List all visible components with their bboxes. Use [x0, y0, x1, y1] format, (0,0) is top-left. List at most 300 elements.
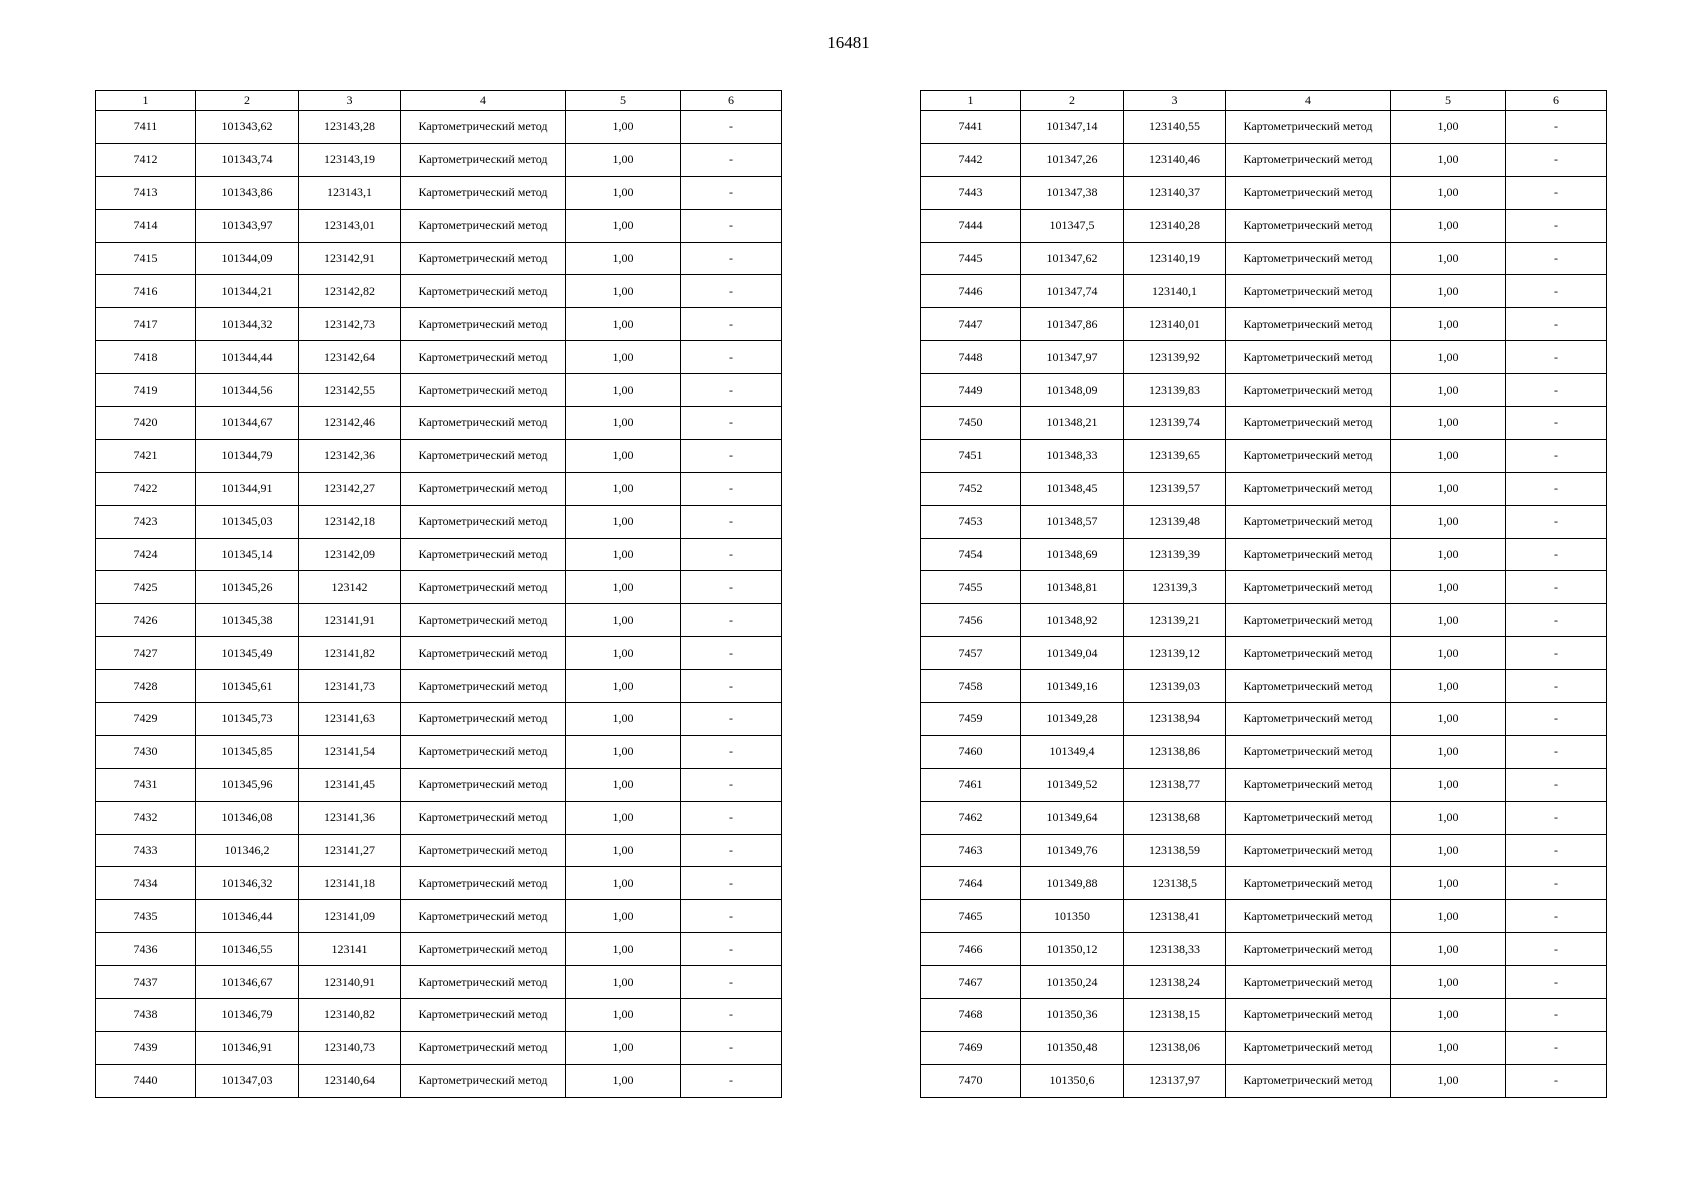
table-row [921, 275, 1607, 308]
table-cell: 101350,24 [1021, 966, 1124, 999]
table-cell: 1,00 [1391, 374, 1506, 407]
table-row [921, 867, 1607, 900]
table-cell: 1,00 [1391, 834, 1506, 867]
table-cell: 101348,21 [1021, 407, 1124, 440]
table-cell: 101347,97 [1021, 341, 1124, 374]
table-cell: 101346,67 [196, 966, 299, 999]
table-cell: 7436 [96, 933, 196, 966]
table-cell: 101344,44 [196, 341, 299, 374]
table-cell: 7453 [921, 505, 1021, 538]
table-cell: Картометрический метод [1226, 900, 1391, 933]
table-row [96, 867, 782, 900]
table-cell: 123143,28 [299, 111, 401, 144]
table-cell: 101350 [1021, 900, 1124, 933]
table-cell: - [681, 505, 782, 538]
table-cell: - [1506, 637, 1607, 670]
table-cell: - [1506, 472, 1607, 505]
table-cell: 7443 [921, 176, 1021, 209]
table-cell: 1,00 [566, 966, 681, 999]
table-cell: Картометрический метод [1226, 439, 1391, 472]
table-cell: 123142,36 [299, 439, 401, 472]
table-cell: - [681, 439, 782, 472]
table-cell: - [681, 966, 782, 999]
table-cell: 101348,81 [1021, 571, 1124, 604]
table-cell: 123140,91 [299, 966, 401, 999]
table-cell: 7448 [921, 341, 1021, 374]
table-cell: - [1506, 176, 1607, 209]
table-cell: 7428 [96, 670, 196, 703]
table-cell: 101347,5 [1021, 209, 1124, 242]
table-cell: - [681, 407, 782, 440]
table-cell: 101345,96 [196, 768, 299, 801]
table-cell: 123141,45 [299, 768, 401, 801]
table-cell: 7424 [96, 538, 196, 571]
table-cell: 1,00 [1391, 999, 1506, 1032]
table-cell: 7445 [921, 242, 1021, 275]
table-cell: 7470 [921, 1064, 1021, 1097]
table-cell: 101347,74 [1021, 275, 1124, 308]
table-cell: 1,00 [566, 538, 681, 571]
column-header: 4 [401, 91, 566, 111]
column-header: 6 [1506, 91, 1607, 111]
table-cell: 101350,12 [1021, 933, 1124, 966]
table-cell: - [1506, 407, 1607, 440]
table-cell: 7427 [96, 637, 196, 670]
table-cell: Картометрический метод [1226, 604, 1391, 637]
table-cell: 1,00 [1391, 176, 1506, 209]
table-cell: Картометрический метод [401, 834, 566, 867]
table-row [921, 111, 1607, 144]
table-cell: 7456 [921, 604, 1021, 637]
table-cell: 123142 [299, 571, 401, 604]
table-cell: - [681, 637, 782, 670]
table-cell: 101350,48 [1021, 1031, 1124, 1064]
table-cell: 1,00 [566, 834, 681, 867]
table-cell: 7442 [921, 143, 1021, 176]
table-cell: 101344,32 [196, 308, 299, 341]
table-cell: 123139,48 [1124, 505, 1226, 538]
table-cell: 123142,09 [299, 538, 401, 571]
table-row [96, 374, 782, 407]
table-row [96, 966, 782, 999]
table-cell: Картометрический метод [401, 143, 566, 176]
table-cell: 123141,63 [299, 703, 401, 736]
table-cell: 101345,14 [196, 538, 299, 571]
table-cell: 123142,64 [299, 341, 401, 374]
table-cell: Картометрический метод [1226, 242, 1391, 275]
table-cell: 1,00 [1391, 143, 1506, 176]
table-cell: 1,00 [566, 242, 681, 275]
table-cell: 1,00 [1391, 703, 1506, 736]
table-cell: 1,00 [1391, 801, 1506, 834]
table-cell: Картометрический метод [1226, 801, 1391, 834]
column-header: 3 [1124, 91, 1226, 111]
table-cell: 101348,09 [1021, 374, 1124, 407]
table-cell: 101345,61 [196, 670, 299, 703]
table-cell: 123141,73 [299, 670, 401, 703]
table-cell: 7439 [96, 1031, 196, 1064]
table-cell: Картометрический метод [401, 505, 566, 538]
table-cell: 1,00 [1391, 571, 1506, 604]
table-cell: 1,00 [566, 933, 681, 966]
table-row [921, 538, 1607, 571]
table-cell: Картометрический метод [1226, 209, 1391, 242]
table-cell: 123140,1 [1124, 275, 1226, 308]
table-cell: - [681, 176, 782, 209]
table-cell: 7449 [921, 374, 1021, 407]
table-cell: Картометрический метод [401, 604, 566, 637]
table-cell: 101348,33 [1021, 439, 1124, 472]
column-header: 2 [196, 91, 299, 111]
table-cell: 123140,19 [1124, 242, 1226, 275]
table-cell: Картометрический метод [401, 900, 566, 933]
table-cell: 101344,56 [196, 374, 299, 407]
table-cell: 1,00 [1391, 768, 1506, 801]
table-cell: Картометрический метод [401, 933, 566, 966]
table-row [921, 571, 1607, 604]
table-cell: 1,00 [566, 341, 681, 374]
table-cell: - [1506, 143, 1607, 176]
table-cell: 101343,86 [196, 176, 299, 209]
table-cell: - [1506, 275, 1607, 308]
table-cell: - [681, 1064, 782, 1097]
table-cell: 123141 [299, 933, 401, 966]
table-cell: - [681, 242, 782, 275]
table-cell: 123139,21 [1124, 604, 1226, 637]
table-cell: 101348,45 [1021, 472, 1124, 505]
table-cell: 101348,92 [1021, 604, 1124, 637]
table-cell: 7432 [96, 801, 196, 834]
table-cell: Картометрический метод [401, 999, 566, 1032]
table-row [96, 834, 782, 867]
table-cell: Картометрический метод [1226, 735, 1391, 768]
table-cell: 1,00 [566, 439, 681, 472]
table-cell: 7412 [96, 143, 196, 176]
table-cell: 123143,19 [299, 143, 401, 176]
table-cell: 1,00 [1391, 407, 1506, 440]
table-cell: 1,00 [1391, 111, 1506, 144]
table-cell: Картометрический метод [401, 670, 566, 703]
table-cell: 123138,77 [1124, 768, 1226, 801]
table-cell: 123142,73 [299, 308, 401, 341]
table-cell: 101349,52 [1021, 768, 1124, 801]
table-cell: 7422 [96, 472, 196, 505]
table-cell: 101346,55 [196, 933, 299, 966]
table-cell: - [681, 900, 782, 933]
page-number: 16481 [827, 33, 870, 52]
table-cell: - [681, 670, 782, 703]
table-row [921, 308, 1607, 341]
table-row [96, 571, 782, 604]
table-cell: 1,00 [1391, 1031, 1506, 1064]
table-cell: 123142,55 [299, 374, 401, 407]
table-cell: - [681, 999, 782, 1032]
table-cell: 7437 [96, 966, 196, 999]
table-cell: 7411 [96, 111, 196, 144]
table-row [96, 538, 782, 571]
table-cell: 7452 [921, 472, 1021, 505]
table-row [96, 407, 782, 440]
table-cell: 123138,94 [1124, 703, 1226, 736]
table-cell: 1,00 [1391, 900, 1506, 933]
table-cell: Картометрический метод [1226, 703, 1391, 736]
coordinates-table-right [920, 90, 1607, 1098]
table-cell: 101346,91 [196, 1031, 299, 1064]
table-cell: 1,00 [566, 604, 681, 637]
table-cell: 7466 [921, 933, 1021, 966]
table-cell: 123138,5 [1124, 867, 1226, 900]
table-cell: - [1506, 111, 1607, 144]
table-cell: 1,00 [1391, 637, 1506, 670]
table-cell: 7414 [96, 209, 196, 242]
table-cell: 101344,09 [196, 242, 299, 275]
table-header-row [96, 91, 782, 111]
table-cell: 101345,38 [196, 604, 299, 637]
table-cell: - [1506, 242, 1607, 275]
table-cell: Картометрический метод [1226, 966, 1391, 999]
table-cell: 7416 [96, 275, 196, 308]
table-cell: 1,00 [566, 900, 681, 933]
table-cell: 1,00 [566, 374, 681, 407]
table-cell: - [1506, 900, 1607, 933]
table-cell: - [681, 834, 782, 867]
table-cell: 101348,69 [1021, 538, 1124, 571]
table-row [921, 637, 1607, 670]
table-cell: 7455 [921, 571, 1021, 604]
table-cell: 123138,24 [1124, 966, 1226, 999]
table-cell: 1,00 [1391, 735, 1506, 768]
table-row [96, 637, 782, 670]
table-cell: 7451 [921, 439, 1021, 472]
table-cell: - [1506, 735, 1607, 768]
table-cell: Картометрический метод [1226, 999, 1391, 1032]
table-cell: 7447 [921, 308, 1021, 341]
table-cell: 123140,28 [1124, 209, 1226, 242]
table-cell: - [1506, 933, 1607, 966]
table-row [921, 670, 1607, 703]
column-header: 5 [1391, 91, 1506, 111]
table-cell: 1,00 [1391, 867, 1506, 900]
table-row [921, 966, 1607, 999]
table-cell: 1,00 [1391, 275, 1506, 308]
table-cell: - [1506, 374, 1607, 407]
table-cell: Картометрический метод [1226, 472, 1391, 505]
table-cell: 101347,62 [1021, 242, 1124, 275]
table-cell: 7430 [96, 735, 196, 768]
table-cell: 101349,76 [1021, 834, 1124, 867]
table-cell: Картометрический метод [1226, 308, 1391, 341]
table-cell: 7434 [96, 867, 196, 900]
table-cell: 123142,18 [299, 505, 401, 538]
table-cell: 7415 [96, 242, 196, 275]
table-cell: 1,00 [1391, 341, 1506, 374]
table-row [96, 1031, 782, 1064]
table-row [96, 933, 782, 966]
table-cell: 1,00 [566, 1064, 681, 1097]
table-cell: 1,00 [566, 472, 681, 505]
table-cell: 7426 [96, 604, 196, 637]
table-cell: 7438 [96, 999, 196, 1032]
table-cell: 7440 [96, 1064, 196, 1097]
table-cell: Картометрический метод [401, 275, 566, 308]
table-cell: 7446 [921, 275, 1021, 308]
table-cell: 101344,91 [196, 472, 299, 505]
table-cell: 1,00 [566, 176, 681, 209]
table-row [921, 900, 1607, 933]
table-row [921, 143, 1607, 176]
table-cell: - [681, 341, 782, 374]
table-cell: 101345,49 [196, 637, 299, 670]
table-row [921, 1031, 1607, 1064]
table-cell: 7462 [921, 801, 1021, 834]
table-cell: 1,00 [566, 999, 681, 1032]
table-cell: Картометрический метод [1226, 538, 1391, 571]
table-cell: Картометрический метод [1226, 176, 1391, 209]
table-row [921, 933, 1607, 966]
table-row [96, 275, 782, 308]
table-cell: 7458 [921, 670, 1021, 703]
column-header: 5 [566, 91, 681, 111]
table-cell: 123142,27 [299, 472, 401, 505]
table-cell: 123142,82 [299, 275, 401, 308]
table-cell: 1,00 [1391, 209, 1506, 242]
table-cell: Картометрический метод [1226, 867, 1391, 900]
table-cell: 123141,09 [299, 900, 401, 933]
table-cell: 1,00 [566, 275, 681, 308]
table-cell: - [1506, 999, 1607, 1032]
table-cell: Картометрический метод [401, 374, 566, 407]
table-cell: 7421 [96, 439, 196, 472]
table-cell: 1,00 [566, 801, 681, 834]
table-cell: 7418 [96, 341, 196, 374]
table-cell: Картометрический метод [1226, 768, 1391, 801]
table-cell: - [1506, 1031, 1607, 1064]
table-cell: Картометрический метод [1226, 505, 1391, 538]
table-row [921, 439, 1607, 472]
table-cell: 123139,92 [1124, 341, 1226, 374]
table-cell: Картометрический метод [401, 439, 566, 472]
table-cell: Картометрический метод [1226, 407, 1391, 440]
table-cell: - [681, 143, 782, 176]
table-cell: 1,00 [566, 143, 681, 176]
table-cell: 1,00 [1391, 1064, 1506, 1097]
table-row [921, 505, 1607, 538]
table-row [96, 176, 782, 209]
table-cell: 101349,88 [1021, 867, 1124, 900]
table-cell: 123139,65 [1124, 439, 1226, 472]
table-cell: 7419 [96, 374, 196, 407]
table-cell: 1,00 [566, 407, 681, 440]
table-cell: 123140,37 [1124, 176, 1226, 209]
table-cell: 101346,32 [196, 867, 299, 900]
table-row [96, 703, 782, 736]
table-cell: - [681, 374, 782, 407]
table-cell: 101344,21 [196, 275, 299, 308]
table-cell: 7463 [921, 834, 1021, 867]
table-cell: - [1506, 670, 1607, 703]
table-cell: 7413 [96, 176, 196, 209]
table-cell: Картометрический метод [1226, 834, 1391, 867]
table-cell: - [1506, 308, 1607, 341]
table-cell: 123141,18 [299, 867, 401, 900]
table-cell: 123139,03 [1124, 670, 1226, 703]
table-cell: 123141,54 [299, 735, 401, 768]
table-cell: 7441 [921, 111, 1021, 144]
table-cell: 1,00 [566, 670, 681, 703]
table-cell: 101345,03 [196, 505, 299, 538]
table-row [921, 341, 1607, 374]
table-cell: 1,00 [1391, 308, 1506, 341]
table-cell: 101347,38 [1021, 176, 1124, 209]
table-cell: Картометрический метод [401, 242, 566, 275]
table-cell: - [681, 735, 782, 768]
table-cell: 1,00 [566, 209, 681, 242]
table-cell: Картометрический метод [1226, 341, 1391, 374]
table-cell: Картометрический метод [1226, 374, 1391, 407]
table-cell: Картометрический метод [1226, 111, 1391, 144]
table-cell: Картометрический метод [1226, 143, 1391, 176]
table-cell: 1,00 [1391, 472, 1506, 505]
table-cell: - [681, 933, 782, 966]
table-cell: 7435 [96, 900, 196, 933]
table-cell: Картометрический метод [1226, 1064, 1391, 1097]
table-cell: 123142,91 [299, 242, 401, 275]
table-cell: 123137,97 [1124, 1064, 1226, 1097]
table-cell: Картометрический метод [401, 538, 566, 571]
table-cell: 123138,59 [1124, 834, 1226, 867]
table-cell: 101344,79 [196, 439, 299, 472]
table-cell: Картометрический метод [401, 176, 566, 209]
table-cell: 1,00 [566, 1031, 681, 1064]
table-cell: 7423 [96, 505, 196, 538]
table-cell: 1,00 [1391, 966, 1506, 999]
table-cell: 123141,36 [299, 801, 401, 834]
table-cell: - [1506, 209, 1607, 242]
table-cell: 101348,57 [1021, 505, 1124, 538]
table-cell: 7420 [96, 407, 196, 440]
table-row [921, 735, 1607, 768]
table-cell: 7459 [921, 703, 1021, 736]
table-cell: 7464 [921, 867, 1021, 900]
table-row [96, 111, 782, 144]
table-cell: - [681, 867, 782, 900]
table-row [96, 209, 782, 242]
table-row [96, 999, 782, 1032]
table-row [921, 242, 1607, 275]
table-cell: - [681, 571, 782, 604]
table-cell: Картометрический метод [401, 801, 566, 834]
column-header: 1 [96, 91, 196, 111]
table-cell: 1,00 [1391, 538, 1506, 571]
table-cell: Картометрический метод [401, 966, 566, 999]
table-cell: - [681, 801, 782, 834]
table-row [921, 768, 1607, 801]
table-cell: 101347,03 [196, 1064, 299, 1097]
table-cell: - [681, 768, 782, 801]
table-row [921, 1064, 1607, 1097]
table-cell: 101345,85 [196, 735, 299, 768]
table-row [921, 703, 1607, 736]
table-row [96, 735, 782, 768]
table-cell: Картометрический метод [1226, 933, 1391, 966]
table-row [921, 209, 1607, 242]
table-cell: 101349,04 [1021, 637, 1124, 670]
table-cell: 123138,06 [1124, 1031, 1226, 1064]
table-cell: 1,00 [566, 308, 681, 341]
table-cell: Картометрический метод [401, 209, 566, 242]
table-cell: 7425 [96, 571, 196, 604]
table-cell: Картометрический метод [401, 1031, 566, 1064]
